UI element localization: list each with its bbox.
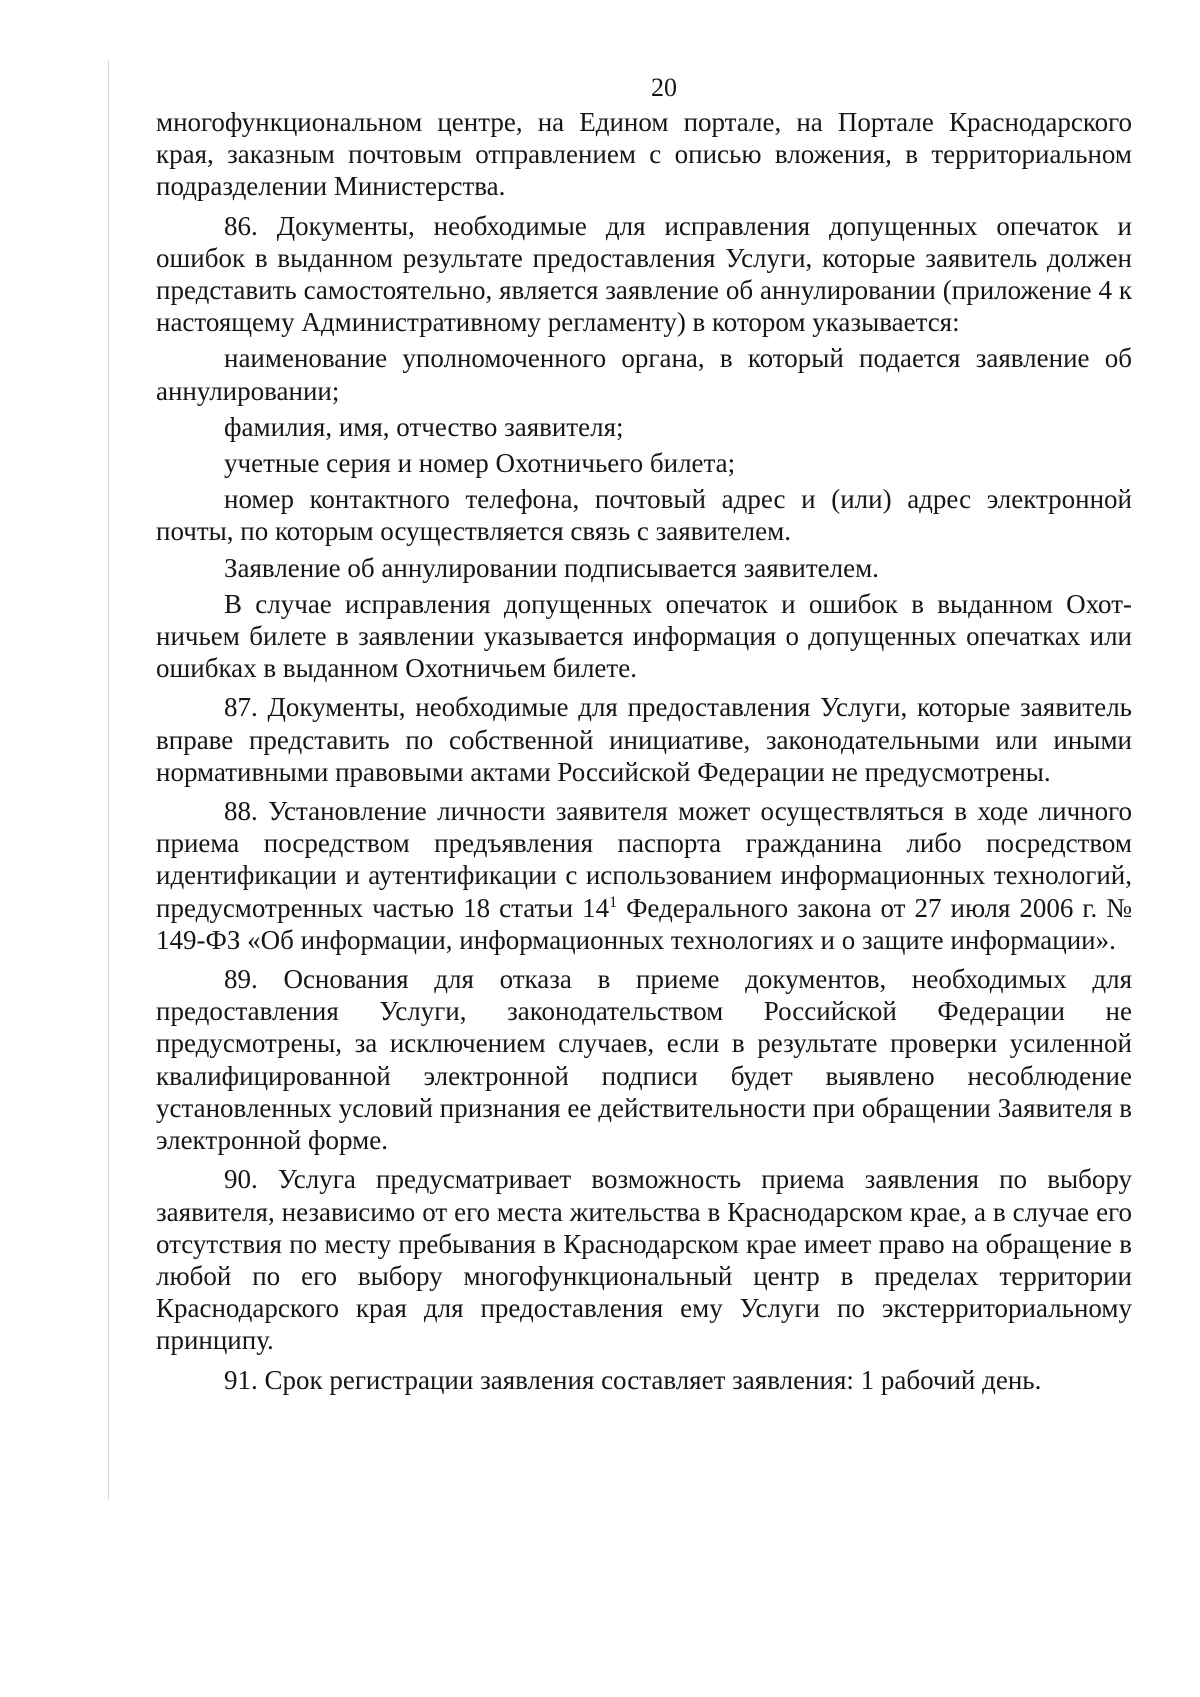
paragraph-86: 86. Документы, необходимые для исправления допущенных опечаток и ошибок в выданном результате предоставления Услуги, которые заявитель должен представить самостоятельно, является заявление об аннулировании (приложение 4 к настоящему Административному регламенту) в котором указывается:	[156, 210, 1132, 338]
paragraph-86-full-name: фамилия, имя, отчество заявителя;	[224, 411, 624, 442]
paragraph-91: 91. Срок регистрации заявления составляет заявления: 1 рабочий день.	[224, 1364, 1042, 1395]
paragraph-86-signature: Заявление об аннулировании подписывается заявителем.	[224, 552, 879, 583]
paragraph-86-contacts: номер контактного телефона, почтовый адрес и (или) адрес электронной почты, по которым осуществляется связь с заявителем.	[156, 484, 1132, 547]
paragraph-89: 89. Основания для отказа в приеме документов, необходимых для предоставления Услуги, законодательством Российской Федерации не предусмотрены, за исключением случаев, если в результате проверки усиленной квалифицированной электронной подписи будет выявлено несоблюдение установленных условий признания ее действительности при обращении Заявителя в электронной форме.	[156, 964, 1132, 1156]
paragraph-87: 87. Документы, необходимые для предоставления Услуги, которые заявитель вправе представить по собственной инициативе, законодательными или иными нормативными правовыми актами Российской Федерации не предусмотрены.	[156, 692, 1132, 787]
left-margin-line	[108, 60, 109, 1500]
paragraph-90: 90. Услуга предусматривает возможность приема заявления по выбору заявителя, независимо от его места жительства в Краснодарском крае, а в случае его отсутствия по месту пребывания в Краснодарском крае имеет право на обращение в любой по его выбору многофункциональный центр в пределах территории Краснодарского края для предоставления ему Услуги по экстерриториальному принципу.	[156, 1164, 1132, 1356]
paragraph-86-ticket-number: учетные серия и номер Охотничьего билета;	[224, 448, 736, 479]
paragraph-86-corrections: В случае исправления допущенных опечаток и ошибок в выданном Охотничьем билете в заявлении указывается информация о допущенных опечатках или ошибках в выданном Охотничьем билете.	[156, 588, 1132, 684]
paragraph-88-superscript: 1	[609, 893, 618, 911]
paragraph-88-text-start: 88. Установление личности заявителя может осуществляться в ходе личного приема посредством предъявления паспорта гражданина либо посредством идентификации и аутентификации с использованием информационных технологий, предусмотренных частью 18 статьи 14	[156, 796, 1132, 923]
paragraph-continuation: многофункциональном центре, на Едином портале, на Портале Краснодарского края, заказным почтовым отправлением с описью вложения, в территориальном подразделении Министерства.	[156, 107, 1132, 202]
paragraph-88	[156, 795, 1132, 956]
paragraph-88-text-end: Федерального закона от 27 июля 2006 г. № 149-ФЗ «Об информации, информационных технологиях и о защите информации».	[156, 892, 1132, 955]
page-number: 20	[651, 73, 677, 102]
paragraph-86-authority: наименование уполномоченного органа, в который подается заявление об аннулировании;	[156, 343, 1132, 406]
document-page	[156, 70, 1132, 1396]
